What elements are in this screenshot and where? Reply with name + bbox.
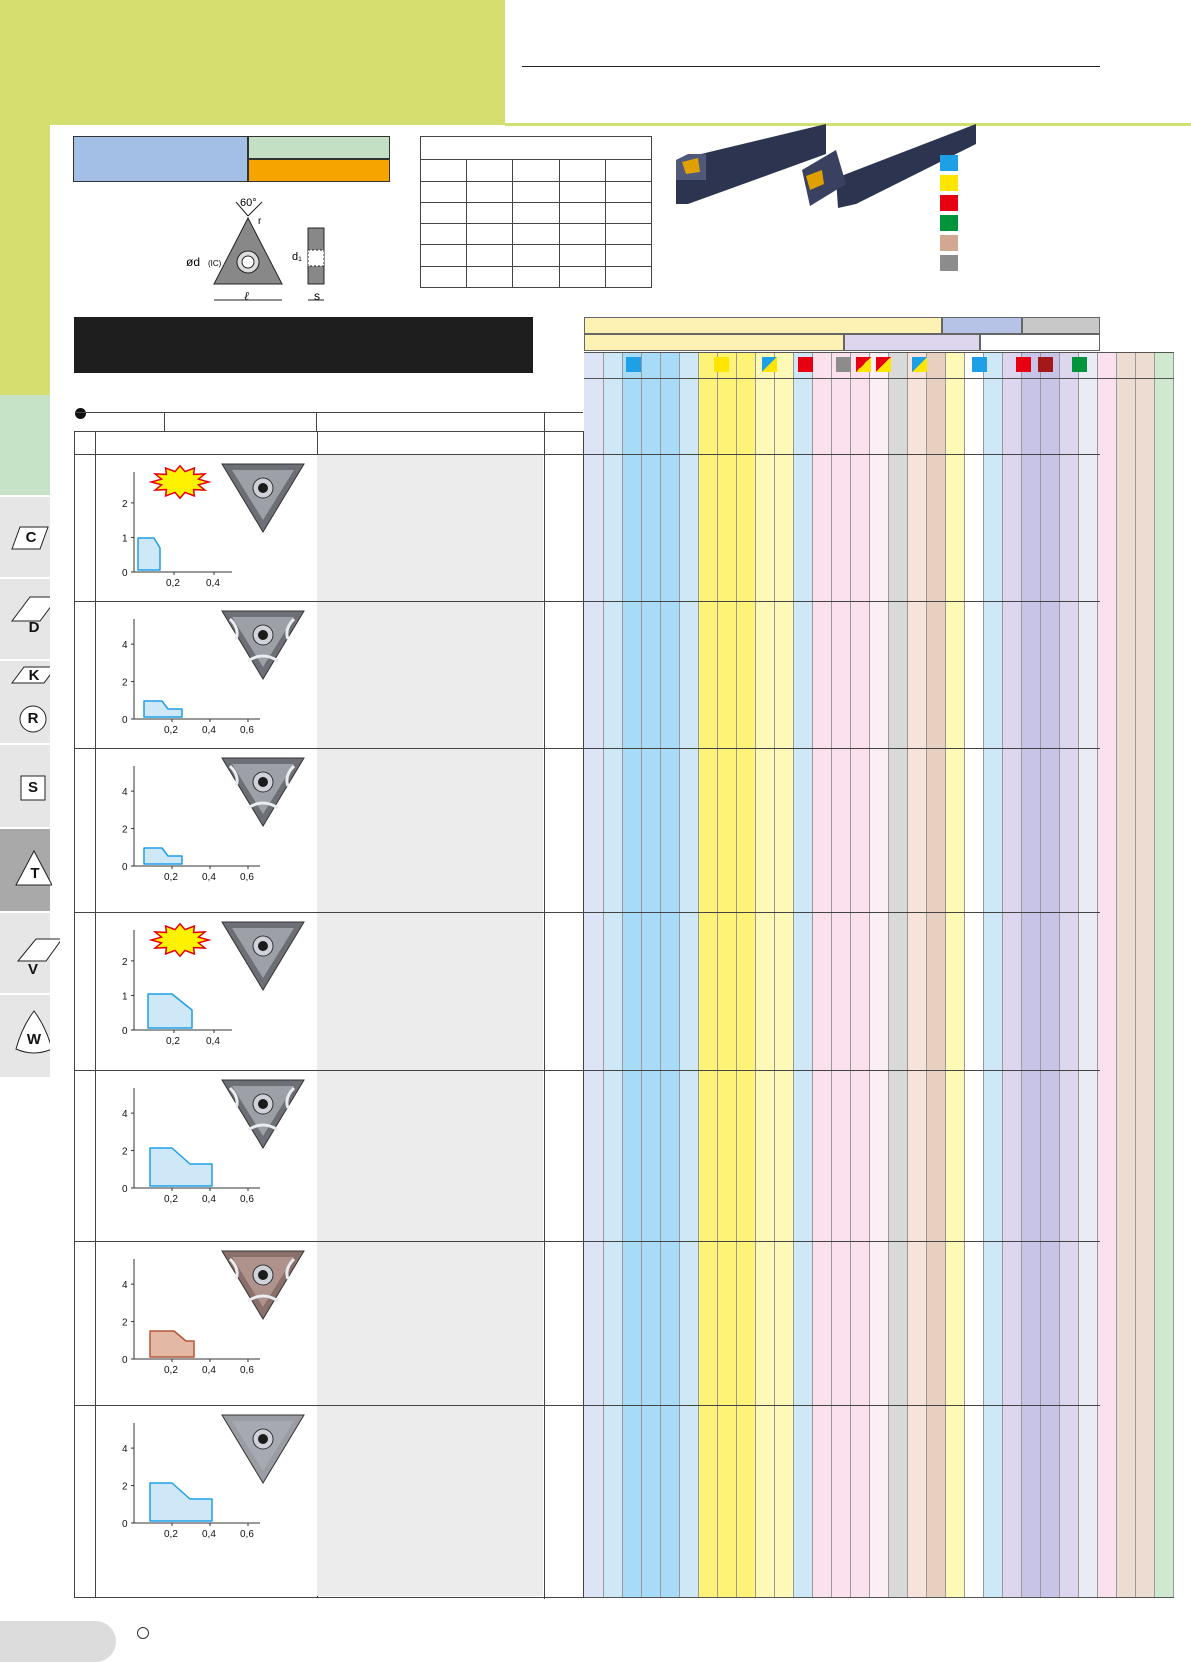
side-tab-t[interactable]	[0, 829, 50, 913]
row-separator	[74, 601, 1100, 602]
tab-letter: W	[26, 1031, 42, 1048]
legend-gray-swatch	[940, 255, 958, 271]
page-number-bar	[0, 1621, 116, 1662]
y-tick-label: 2	[122, 824, 128, 836]
grade-header-cermet	[942, 317, 1022, 334]
angle-label: 60°	[240, 197, 257, 209]
grade-column	[718, 352, 737, 1598]
dimension-table	[420, 136, 652, 288]
radius-label: r	[258, 216, 262, 227]
grade-column	[1060, 352, 1079, 1598]
insert-photo	[218, 605, 308, 685]
grade-header-coated	[584, 317, 942, 334]
grade-color-marker	[912, 357, 927, 372]
y-tick-label: 0	[122, 1519, 128, 1530]
grade-column	[851, 352, 870, 1598]
legend-red-swatch	[940, 195, 958, 211]
row-separator	[74, 454, 1100, 455]
hole-label: d₁	[292, 251, 302, 263]
insert-description-cell	[317, 602, 543, 748]
grade-color-marker	[714, 357, 729, 372]
grade-column	[889, 352, 908, 1598]
x-tick-label: 0,4	[206, 1036, 220, 1047]
legend-yellow-swatch	[940, 175, 958, 191]
y-tick-label: 2	[122, 1481, 128, 1493]
y-tick-label: 2	[122, 677, 128, 689]
material-color-legend	[940, 155, 958, 275]
insert-photo	[218, 752, 308, 832]
grade-column	[775, 352, 794, 1598]
grade-column	[642, 352, 661, 1598]
side-tab-s[interactable]	[0, 745, 50, 829]
title-rule	[522, 66, 1100, 67]
x-tick-label: 0,2	[164, 725, 178, 736]
grade-column	[699, 352, 718, 1598]
section-title-bar	[74, 317, 533, 373]
side-band	[0, 125, 50, 395]
grade-column	[832, 352, 851, 1598]
row-separator	[74, 1070, 1100, 1071]
grade-column	[794, 352, 813, 1598]
row-separator	[74, 748, 1100, 749]
x-tick-label: 0,2	[164, 872, 178, 883]
grade-column	[870, 352, 889, 1598]
x-tick-label: 0,2	[164, 1365, 178, 1376]
side-tab-k-r[interactable]	[0, 661, 50, 745]
x-tick-label: 0,4	[202, 1365, 216, 1376]
grade-column	[1117, 352, 1136, 1598]
grade-column	[680, 352, 699, 1598]
grade-column	[1003, 352, 1022, 1598]
insert-description-cell	[317, 1071, 543, 1241]
x-tick-label: 0,4	[202, 872, 216, 883]
insert-photo	[218, 458, 308, 538]
grade-column	[813, 352, 832, 1598]
grade-column	[604, 352, 623, 1598]
x-tick-label: 0,4	[202, 1529, 216, 1540]
grade-color-marker	[836, 357, 851, 372]
grade-color-marker	[1016, 357, 1031, 372]
grade-column	[661, 352, 680, 1598]
insert-description-cell	[317, 749, 543, 912]
legend-green-swatch	[940, 215, 958, 231]
grade-column	[756, 352, 775, 1598]
x-tick-label: 0,6	[240, 725, 254, 736]
x-tick-label: 0,6	[240, 1194, 254, 1205]
insert-description-cell	[317, 913, 543, 1070]
grade-column	[1041, 352, 1060, 1598]
y-tick-label: 0	[122, 862, 128, 873]
x-tick-label: 0,2	[164, 1194, 178, 1205]
tab-letter: T	[30, 865, 40, 882]
grade-color-marker	[1038, 357, 1053, 372]
side-tab-c[interactable]	[0, 497, 50, 579]
side-tab-v[interactable]	[0, 913, 50, 995]
x-tick-label: 0,2	[166, 1036, 180, 1047]
y-tick-label: 0	[122, 1184, 128, 1195]
grade-column	[908, 352, 927, 1598]
grade-grid	[584, 352, 1174, 1598]
grade-color-marker	[1072, 357, 1087, 372]
bullet-icon	[75, 408, 86, 419]
legend-blue-swatch	[940, 155, 958, 171]
side-tab-w[interactable]	[0, 995, 50, 1079]
tab-letter: K	[28, 667, 40, 684]
y-tick-label: 2	[122, 956, 128, 968]
y-tick-label: 1	[122, 991, 128, 1003]
insert-description-cell	[317, 1242, 543, 1405]
insert-photo	[218, 1074, 308, 1154]
grade-column	[584, 352, 604, 1598]
x-tick-label: 0,6	[240, 872, 254, 883]
y-tick-label: 0	[122, 1026, 128, 1037]
category-band-orange	[248, 159, 390, 182]
y-tick-label: 4	[122, 1444, 128, 1456]
grade-column	[1098, 352, 1117, 1598]
y-tick-label: 0	[122, 715, 128, 726]
grade-column	[737, 352, 756, 1598]
row-separator	[74, 912, 1100, 913]
tool-holder-illustration	[676, 124, 976, 234]
thickness-label: s	[314, 289, 320, 303]
grade-column	[1022, 352, 1041, 1598]
row-separator	[74, 1405, 1100, 1406]
rhombus-35-icon	[0, 913, 60, 993]
tab-letter: D	[28, 619, 40, 636]
grade-column	[1136, 352, 1155, 1598]
tab-letter: R	[27, 710, 39, 727]
grid-line	[584, 1597, 1174, 1598]
grade-subheader-other	[980, 334, 1100, 351]
row-separator	[74, 1241, 1100, 1242]
new-product-starburst-icon	[148, 922, 212, 958]
y-tick-label: 4	[122, 787, 128, 799]
grid-line	[584, 378, 1174, 379]
tab-letter: V	[27, 961, 38, 978]
insert-description-cell	[317, 1406, 543, 1596]
grade-color-marker	[856, 357, 871, 372]
shape-band	[73, 136, 248, 182]
x-tick-label: 0,2	[166, 578, 180, 589]
length-label: ℓ	[244, 289, 249, 303]
grade-column	[946, 352, 965, 1598]
x-tick-label: 0,6	[240, 1365, 254, 1376]
x-tick-label: 0,6	[240, 1529, 254, 1540]
new-product-starburst-icon	[148, 464, 212, 500]
grade-column	[927, 352, 946, 1598]
x-tick-label: 0,2	[164, 1529, 178, 1540]
grade-column	[984, 352, 1003, 1598]
grade-color-marker	[626, 357, 641, 372]
grade-column	[1079, 352, 1098, 1598]
page-marker-icon	[137, 1627, 149, 1639]
tab-letter: C	[25, 529, 37, 546]
y-tick-label: 4	[122, 640, 128, 652]
y-tick-label: 4	[122, 1280, 128, 1292]
tab-letter: S	[27, 779, 38, 796]
insert-photo	[218, 916, 308, 996]
x-tick-label: 0,4	[202, 725, 216, 736]
diameter-label: ød	[186, 255, 201, 269]
grade-color-marker	[876, 357, 891, 372]
grade-color-marker	[972, 357, 987, 372]
y-tick-label: 2	[122, 1317, 128, 1329]
grid-line	[584, 352, 1174, 353]
y-tick-label: 2	[122, 498, 128, 510]
category-band	[248, 136, 390, 159]
insert-dimension-diagram	[178, 196, 338, 306]
x-tick-label: 0,4	[202, 1194, 216, 1205]
grade-column	[1155, 352, 1174, 1598]
insert-description-cell	[317, 455, 543, 601]
legend-tan-swatch	[940, 235, 958, 251]
grade-subheader-cvd	[584, 334, 844, 351]
grade-column	[965, 352, 984, 1598]
y-tick-label: 0	[122, 568, 128, 579]
side-tab-d[interactable]	[0, 579, 50, 661]
y-tick-label: 0	[122, 1355, 128, 1366]
y-tick-label: 1	[122, 533, 128, 545]
ic-label: (IC)	[208, 259, 222, 268]
insert-photo	[218, 1409, 308, 1489]
insert-photo	[218, 1245, 308, 1325]
y-tick-label: 2	[122, 1146, 128, 1158]
header-band	[0, 0, 505, 125]
grade-column	[623, 352, 642, 1598]
y-tick-label: 4	[122, 1109, 128, 1121]
x-tick-label: 0,4	[206, 578, 220, 589]
side-tab-blank	[0, 395, 50, 497]
grade-header-carbide	[1022, 317, 1100, 334]
grade-color-marker	[762, 357, 777, 372]
grade-color-marker	[798, 357, 813, 372]
grade-subheader-pvd	[844, 334, 980, 351]
